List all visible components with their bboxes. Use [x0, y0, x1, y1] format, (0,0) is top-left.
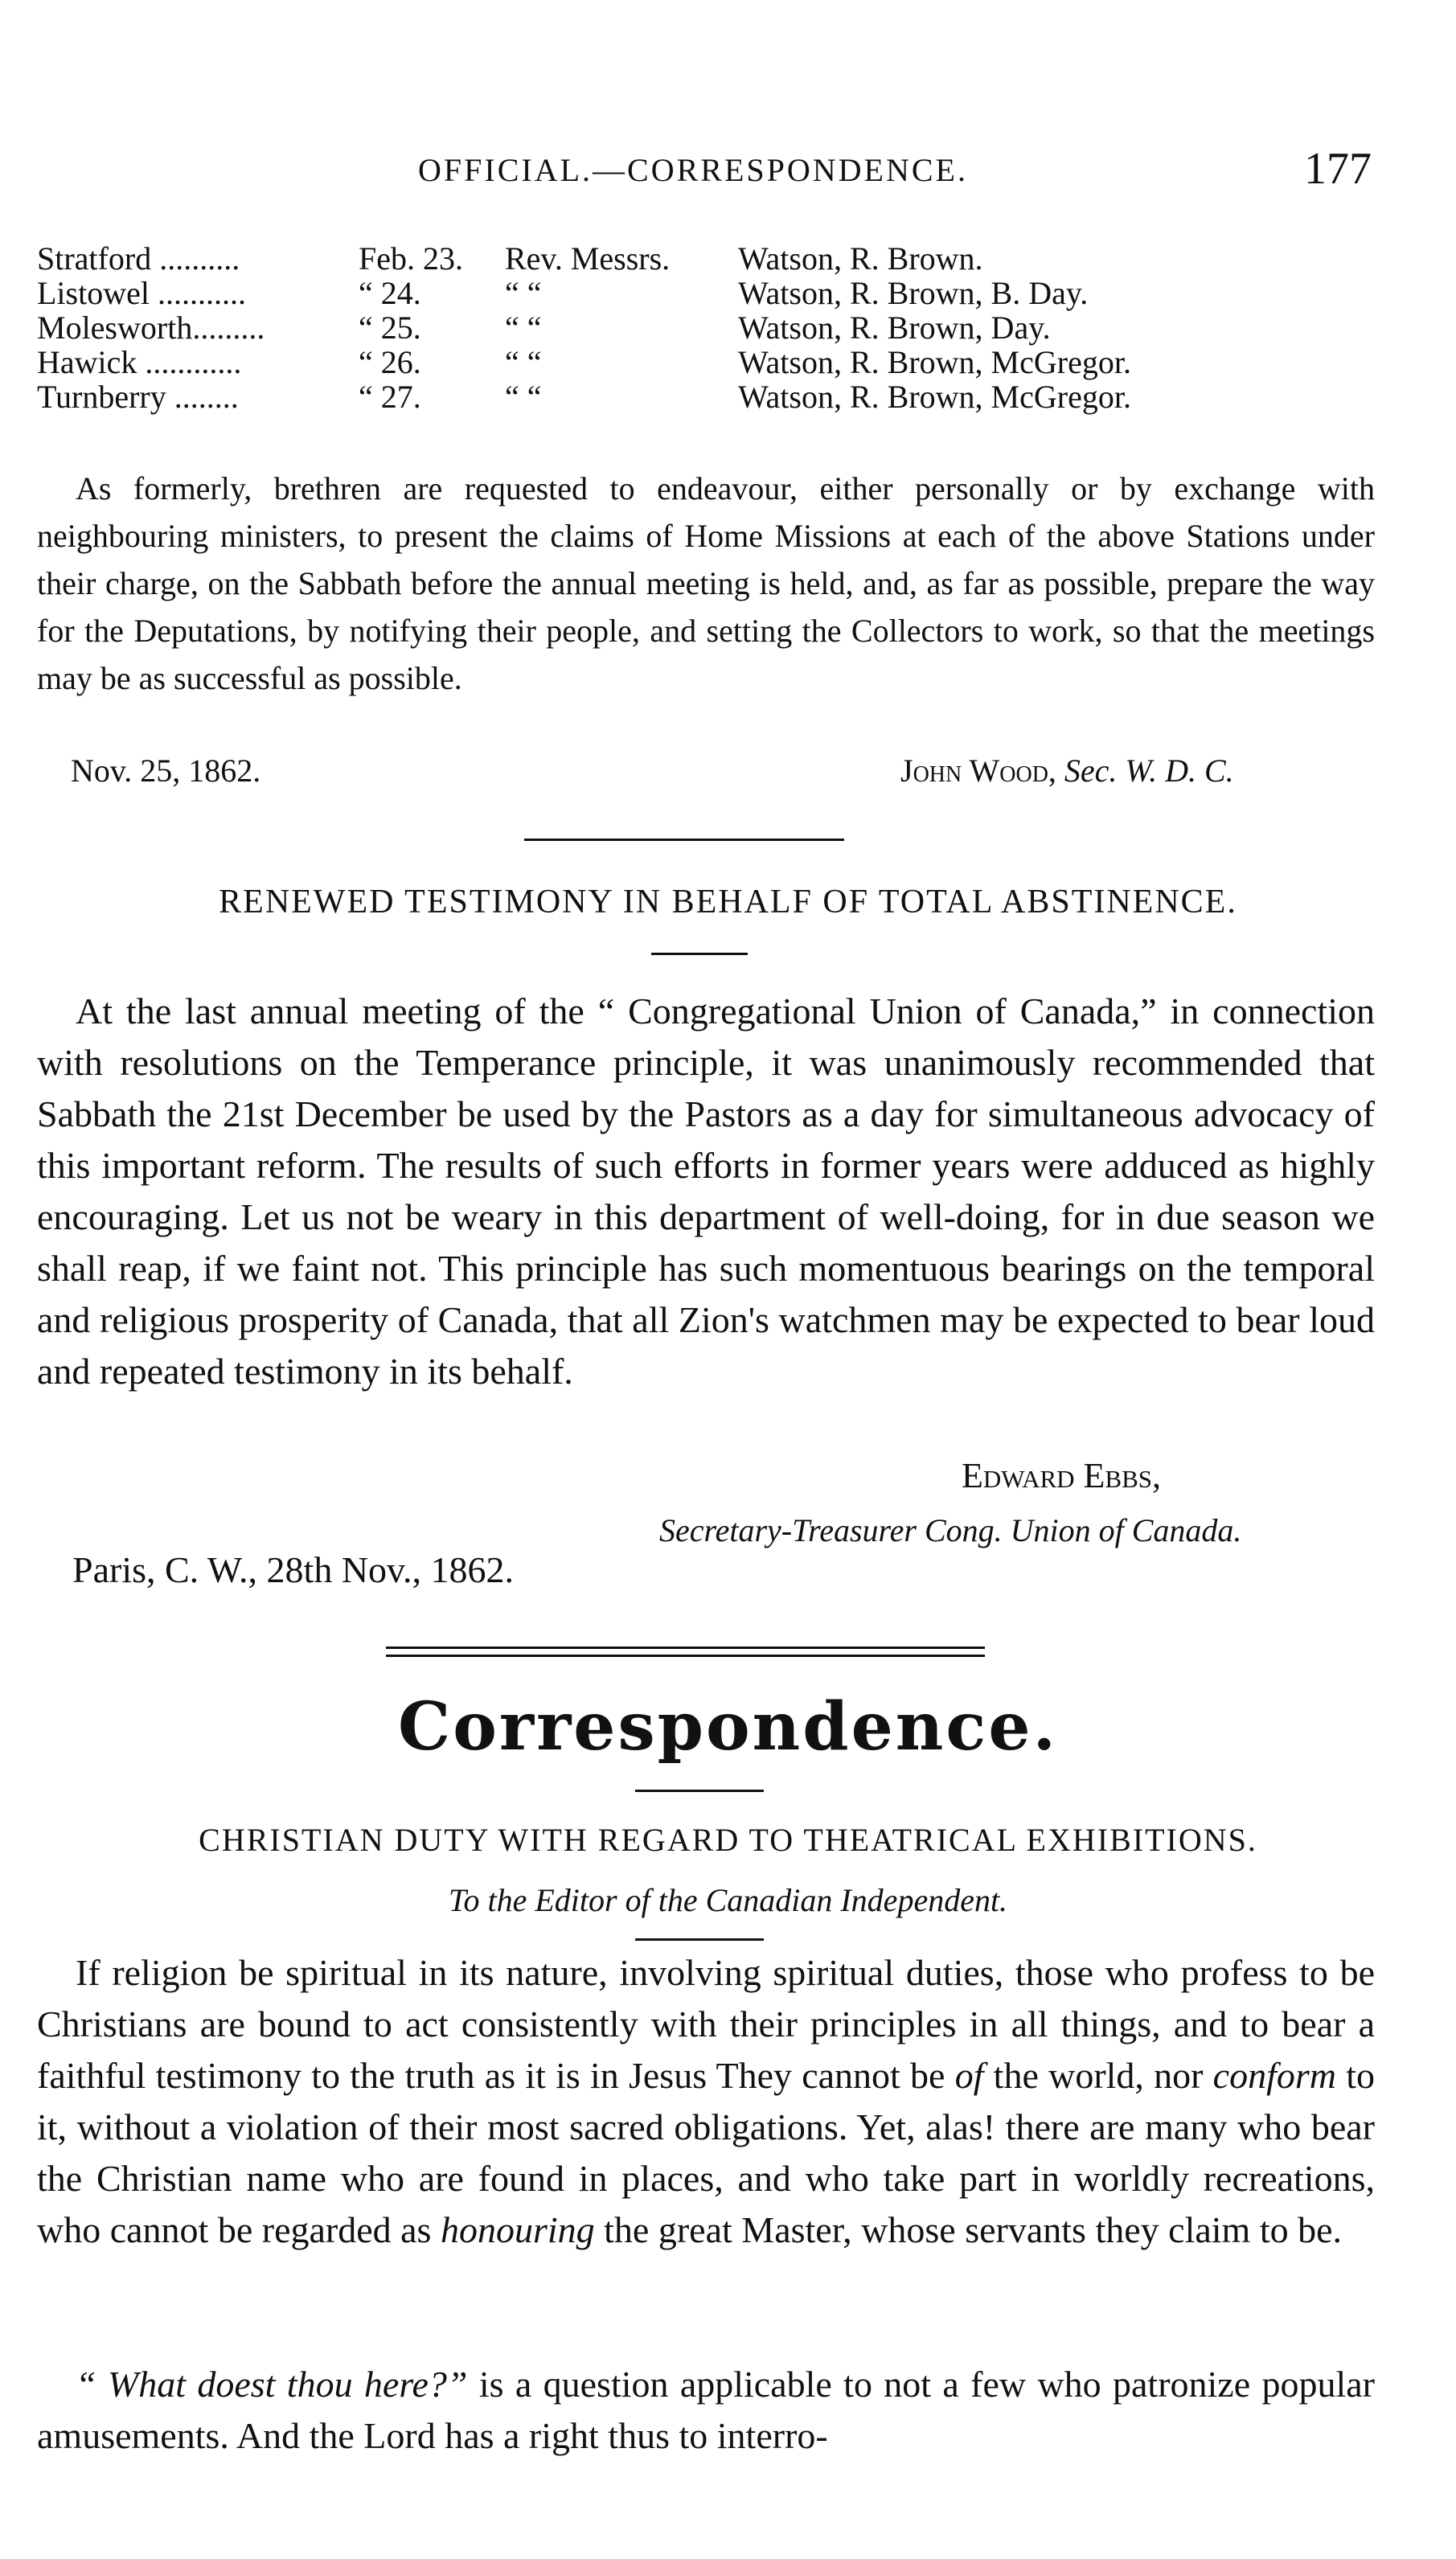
schedule-date: “ 24. — [359, 275, 421, 311]
running-head — [0, 143, 1456, 199]
double-rule-bottom — [386, 1655, 985, 1657]
schedule-place: Molesworth......... — [37, 310, 265, 346]
p1-of: of — [954, 2055, 984, 2096]
section-rule — [524, 839, 844, 841]
testimony-paragraph: At the last annual meeting of the “ Congregational Union of Canada,” in connection with resolutions on the Temperance principle, it was unanimously recommended that Sabbath the 21st December be used by the Pastors as a day for simultaneous advocacy of this important reform. The results of such efforts in former years were adduced as highly encouraging. Let us not be weary in this department of well-doing, for in due season we shall reap, if we faint not. This principle has such momentuous bearings on the temporal and religious prosperity of Canada, that all Zion's watchmen may be expected to bear loud and repeated testimony in its behalf. — [37, 990, 1375, 1392]
schedule-row — [37, 310, 1404, 345]
p1-conform: conform — [1212, 2055, 1336, 2096]
schedule-rev: Rev. Messrs. — [505, 240, 671, 277]
p1-text-d: the great Master, whose servants they claim to be. — [594, 2209, 1343, 2250]
correspondence-section-title: Correspondence. — [397, 1688, 1059, 1765]
page-number: 177 — [1304, 144, 1372, 194]
schedule-row — [37, 241, 1404, 276]
schedule-rev: “ “ — [505, 275, 542, 311]
schedule-rev: “ “ — [505, 310, 542, 346]
schedule-rev: “ “ — [505, 344, 542, 380]
schedule-place: Listowel ........... — [37, 275, 246, 311]
testimony-place-date: Paris, C. W., 28th Nov., 1862. — [72, 1549, 515, 1590]
schedule-rev: “ “ — [505, 379, 542, 415]
section-title-rule — [635, 1790, 764, 1792]
notice-signature — [900, 752, 1234, 789]
schedule-names: Watson, R. Brown, B. Day. — [738, 275, 1089, 311]
addressee-rule — [635, 1938, 764, 1941]
heading-rule — [651, 953, 748, 955]
schedule-date: “ 26. — [359, 344, 421, 380]
schedule-names: Watson, R. Brown. — [738, 240, 983, 277]
article-heading: CHRISTIAN DUTY WITH REGARD TO THEATRICAL EXHIBITIONS. — [199, 1822, 1257, 1858]
p1-honouring: honouring — [440, 2209, 595, 2250]
schedule-place: Stratford .......... — [37, 240, 240, 277]
schedule-names: Watson, R. Brown, Day. — [738, 310, 1051, 346]
testimony-signer-title: Secretary-Treasurer Cong. Union of Canada. — [659, 1512, 1242, 1548]
schedule-place: Turnberry ........ — [37, 379, 239, 415]
p2-text: is a question applicable to not a few who patronize popular amusements. And the Lord has a right thus to interro- — [37, 2364, 1375, 2456]
schedule-names: Watson, R. Brown, McGregor. — [738, 344, 1131, 380]
p1-text-c: to it, without a violation of their most sacred obligations. Yet, alas! there are many who bear the Christian name who are found in places, and who take part in worldly recreations, who cannot be regarded as — [37, 2055, 1375, 2250]
testimony-signer: Edward Ebbs, — [962, 1456, 1162, 1495]
schedule-date: “ 27. — [359, 379, 421, 415]
article-paragraph-1 — [37, 1947, 1375, 2256]
schedule-date: Feb. 23. — [359, 240, 463, 277]
notice-paragraph: As formerly, brethren are requested to endeavour, either personally or by exchange with neighbouring ministers, to present the claims of Home Missions at each of the above Stations under their charge, on the Sabbath before the annual meeting is held, and, as far as possible, prepare the way for the Deputations, by notifying their people, and setting the Collectors to work, so that the meetings may be as successful as possible. — [37, 470, 1375, 696]
p1-text-b: the world, nor — [983, 2055, 1213, 2096]
schedule-place: Hawick ............ — [37, 344, 242, 380]
running-head-title: OFFICIAL.—CORRESPONDENCE. — [418, 152, 968, 188]
schedule-row — [37, 345, 1404, 379]
article-paragraph-2 — [37, 2359, 1375, 2462]
p2-quote: “ What doest thou here?” — [76, 2364, 468, 2405]
schedule-date: “ 25. — [359, 310, 421, 346]
notice-date: Nov. 25, 1862. — [71, 753, 261, 789]
double-rule-top — [386, 1647, 985, 1649]
testimony-heading: RENEWED TESTIMONY IN BEHALF OF TOTAL ABSTINENCE. — [219, 884, 1237, 921]
notice-signer-title: Sec. W. D. C. — [1064, 753, 1234, 789]
article-addressee: To the Editor of the Canadian Independent. — [448, 1882, 1008, 1918]
deputation-schedule — [37, 241, 1404, 414]
schedule-names: Watson, R. Brown, McGregor. — [738, 379, 1131, 415]
notice-signer: John Wood, — [900, 753, 1056, 789]
p1-text-a: If religion be spiritual in its nature, involving spiritual duties, those who profess to be Christians are bound to act consistently with their principles in all things, and to bear a faithful testimony to the truth as it is in Jesus They cannot be — [37, 1952, 1375, 2096]
schedule-row — [37, 276, 1404, 310]
schedule-row — [37, 379, 1404, 414]
